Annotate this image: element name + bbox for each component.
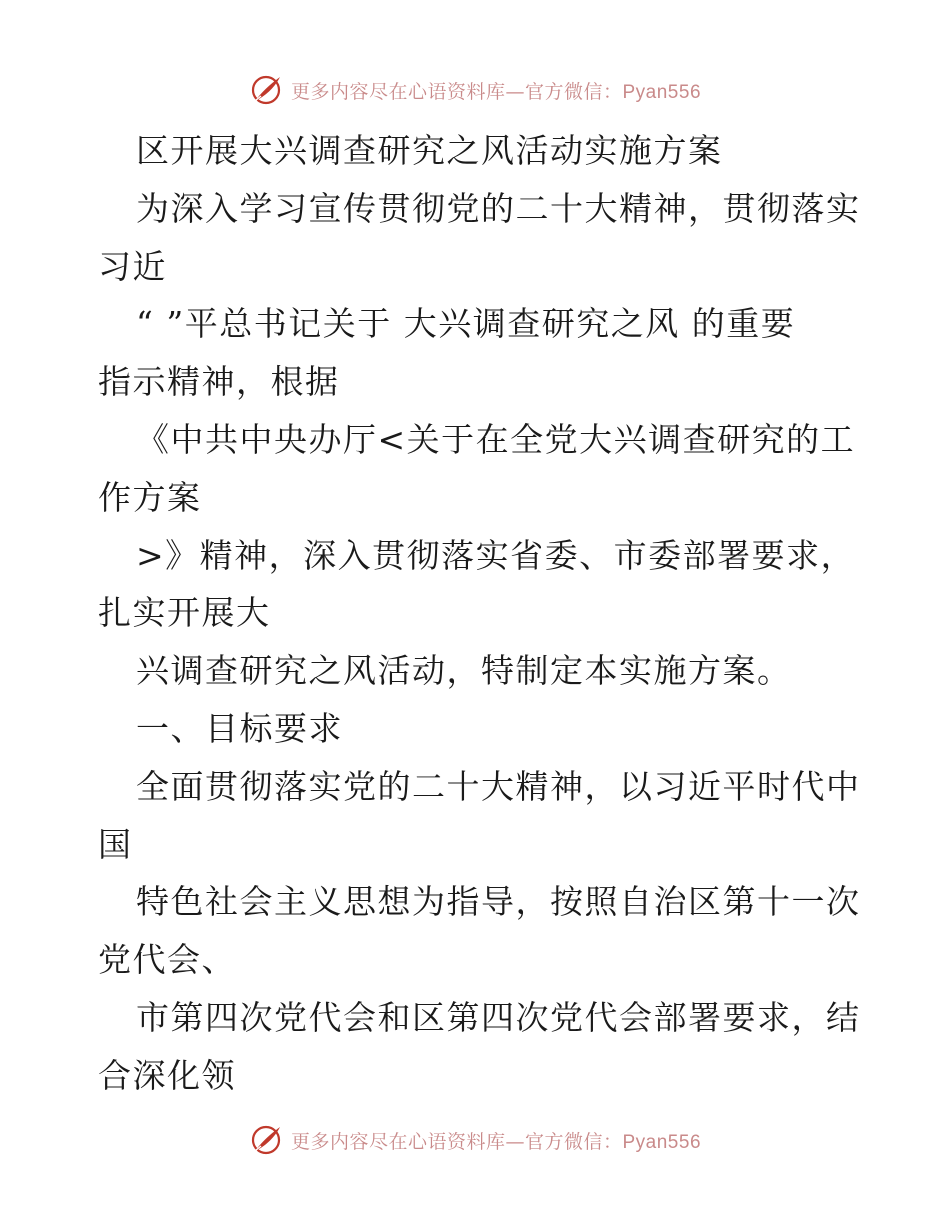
text-line: 特色社会主义思想为指导，按照自治区第十一次 xyxy=(136,882,861,922)
text-line: 一、目标要求 xyxy=(136,708,343,748)
watermark-text: 更多内容尽在心语资料库—官方微信：Pyan556 xyxy=(290,80,702,103)
text-line: 党代会、 xyxy=(98,940,236,980)
text-line: 国 xyxy=(98,824,133,864)
text-line: 指示精神，根据 xyxy=(98,362,340,402)
text-line: 全面贯彻落实党的二十大精神，以习近平时代中 xyxy=(136,766,861,806)
text-line: 《中共中央办厅<关于在全党大兴调查研究的工 xyxy=(136,419,856,459)
text-line: 兴调查研究之风活动，特制定本实施方案。 xyxy=(136,651,792,691)
text-line: “ ”平总书记关于 大兴调查研究之风 的重要 xyxy=(136,304,796,344)
text-line: 扎实开展大 xyxy=(98,593,271,633)
document-body xyxy=(98,122,861,1105)
footer-watermark xyxy=(0,1120,950,1160)
text-line: 区开展大兴调查研究之风活动实施方案 xyxy=(136,131,723,170)
header-watermark xyxy=(0,70,950,110)
text-line: >》精神，深入贯彻落实省委、市委部署要求， xyxy=(136,535,856,575)
text-line: 作方案 xyxy=(98,477,202,517)
text-line: 合深化领 xyxy=(98,1055,236,1095)
text-line: 为深入学习宣传贯彻党的二十大精神，贯彻落实 xyxy=(136,188,861,228)
watermark-text: 更多内容尽在心语资料库—官方微信：Pyan556 xyxy=(290,1130,702,1153)
quill-logo-icon xyxy=(249,1123,283,1157)
text-line: 习近 xyxy=(98,246,167,286)
text-line: 市第四次党代会和区第四次党代会部署要求，结 xyxy=(136,997,861,1037)
quill-logo-icon xyxy=(249,73,283,107)
